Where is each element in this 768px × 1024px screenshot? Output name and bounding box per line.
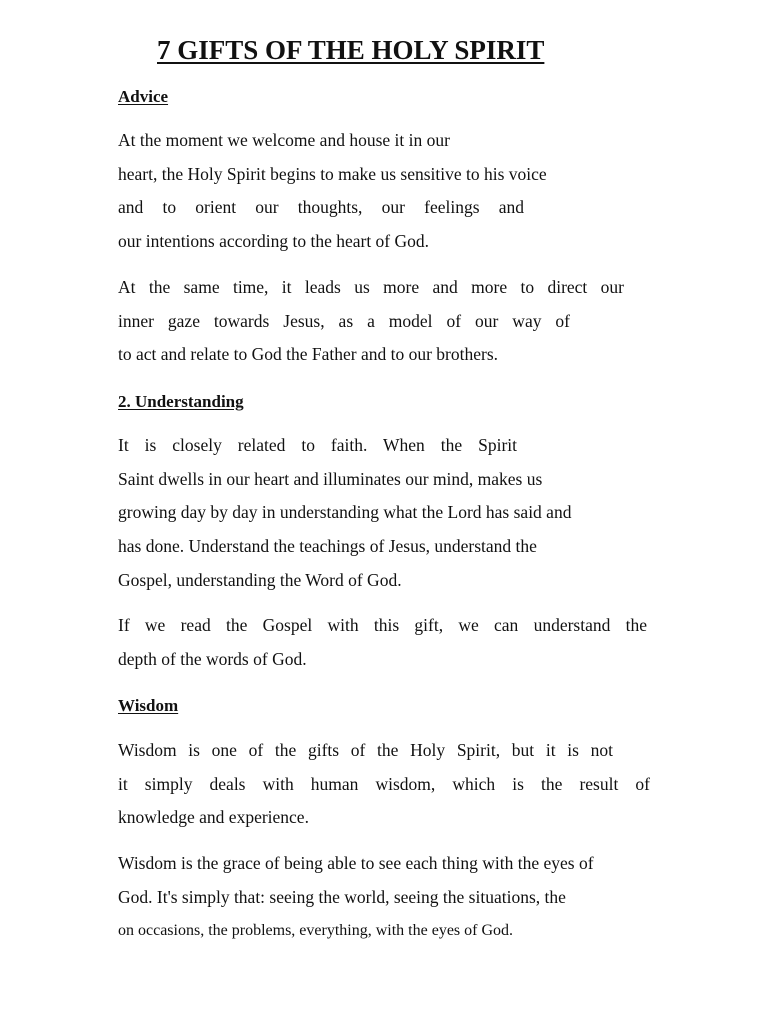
text-line: knowledge and experience.	[118, 807, 309, 828]
text-line: God. It's simply that: seeing the world, seeing the situations, the	[118, 886, 566, 907]
text-line: heart, the Holy Spirit begins to make us sensitive to his voice	[118, 163, 547, 184]
text-line: our intentions according to the heart of God.	[118, 231, 430, 252]
text-line: inner gaze towards Jesus, as a model of our way of	[118, 310, 570, 331]
text-line: At the moment we welcome and house it in our	[118, 130, 450, 150]
text-line: on occasions, the problems, everything, with the eyes of God.	[118, 922, 514, 940]
paragraph	[118, 734, 650, 835]
text-line: it simply deals with human wisdom, which is the result of	[118, 773, 650, 794]
paragraph	[118, 429, 571, 598]
text-line: to act and relate to God the Father and to our brothers.	[118, 344, 499, 365]
text-line: At the same time, it leads us more and more to direct our	[118, 277, 624, 297]
text-line: and to orient our thoughts, our feelings and	[118, 197, 524, 218]
text-line: Saint dwells in our heart and illuminates our mind, makes us	[118, 468, 543, 489]
paragraph	[118, 271, 624, 372]
text-line: If we read the Gospel with this gift, we can understand the	[118, 615, 647, 635]
section-heading-understanding: 2. Understanding	[118, 392, 244, 411]
document-title: 7 GIFTS OF THE HOLY SPIRIT	[157, 35, 545, 65]
paragraph	[118, 847, 594, 948]
text-line: It is closely related to faith. When the Spirit	[118, 435, 517, 455]
text-line: growing day by day in understanding what the Lord has said and	[118, 502, 572, 523]
paragraph	[118, 609, 647, 676]
section-heading-wisdom: Wisdom	[118, 696, 179, 715]
text-line: has done. Understand the teachings of Jesus, understand the	[118, 536, 537, 557]
text-line: depth of the words of God.	[118, 648, 307, 669]
paragraph	[118, 124, 547, 259]
section-heading-advice: Advice	[118, 87, 169, 106]
text-line: Wisdom is the grace of being able to see each thing with the eyes of	[118, 853, 594, 873]
text-line: Gospel, understanding the Word of God.	[118, 569, 402, 590]
text-line: Wisdom is one of the gifts of the Holy Spirit, but it is not	[118, 740, 613, 760]
